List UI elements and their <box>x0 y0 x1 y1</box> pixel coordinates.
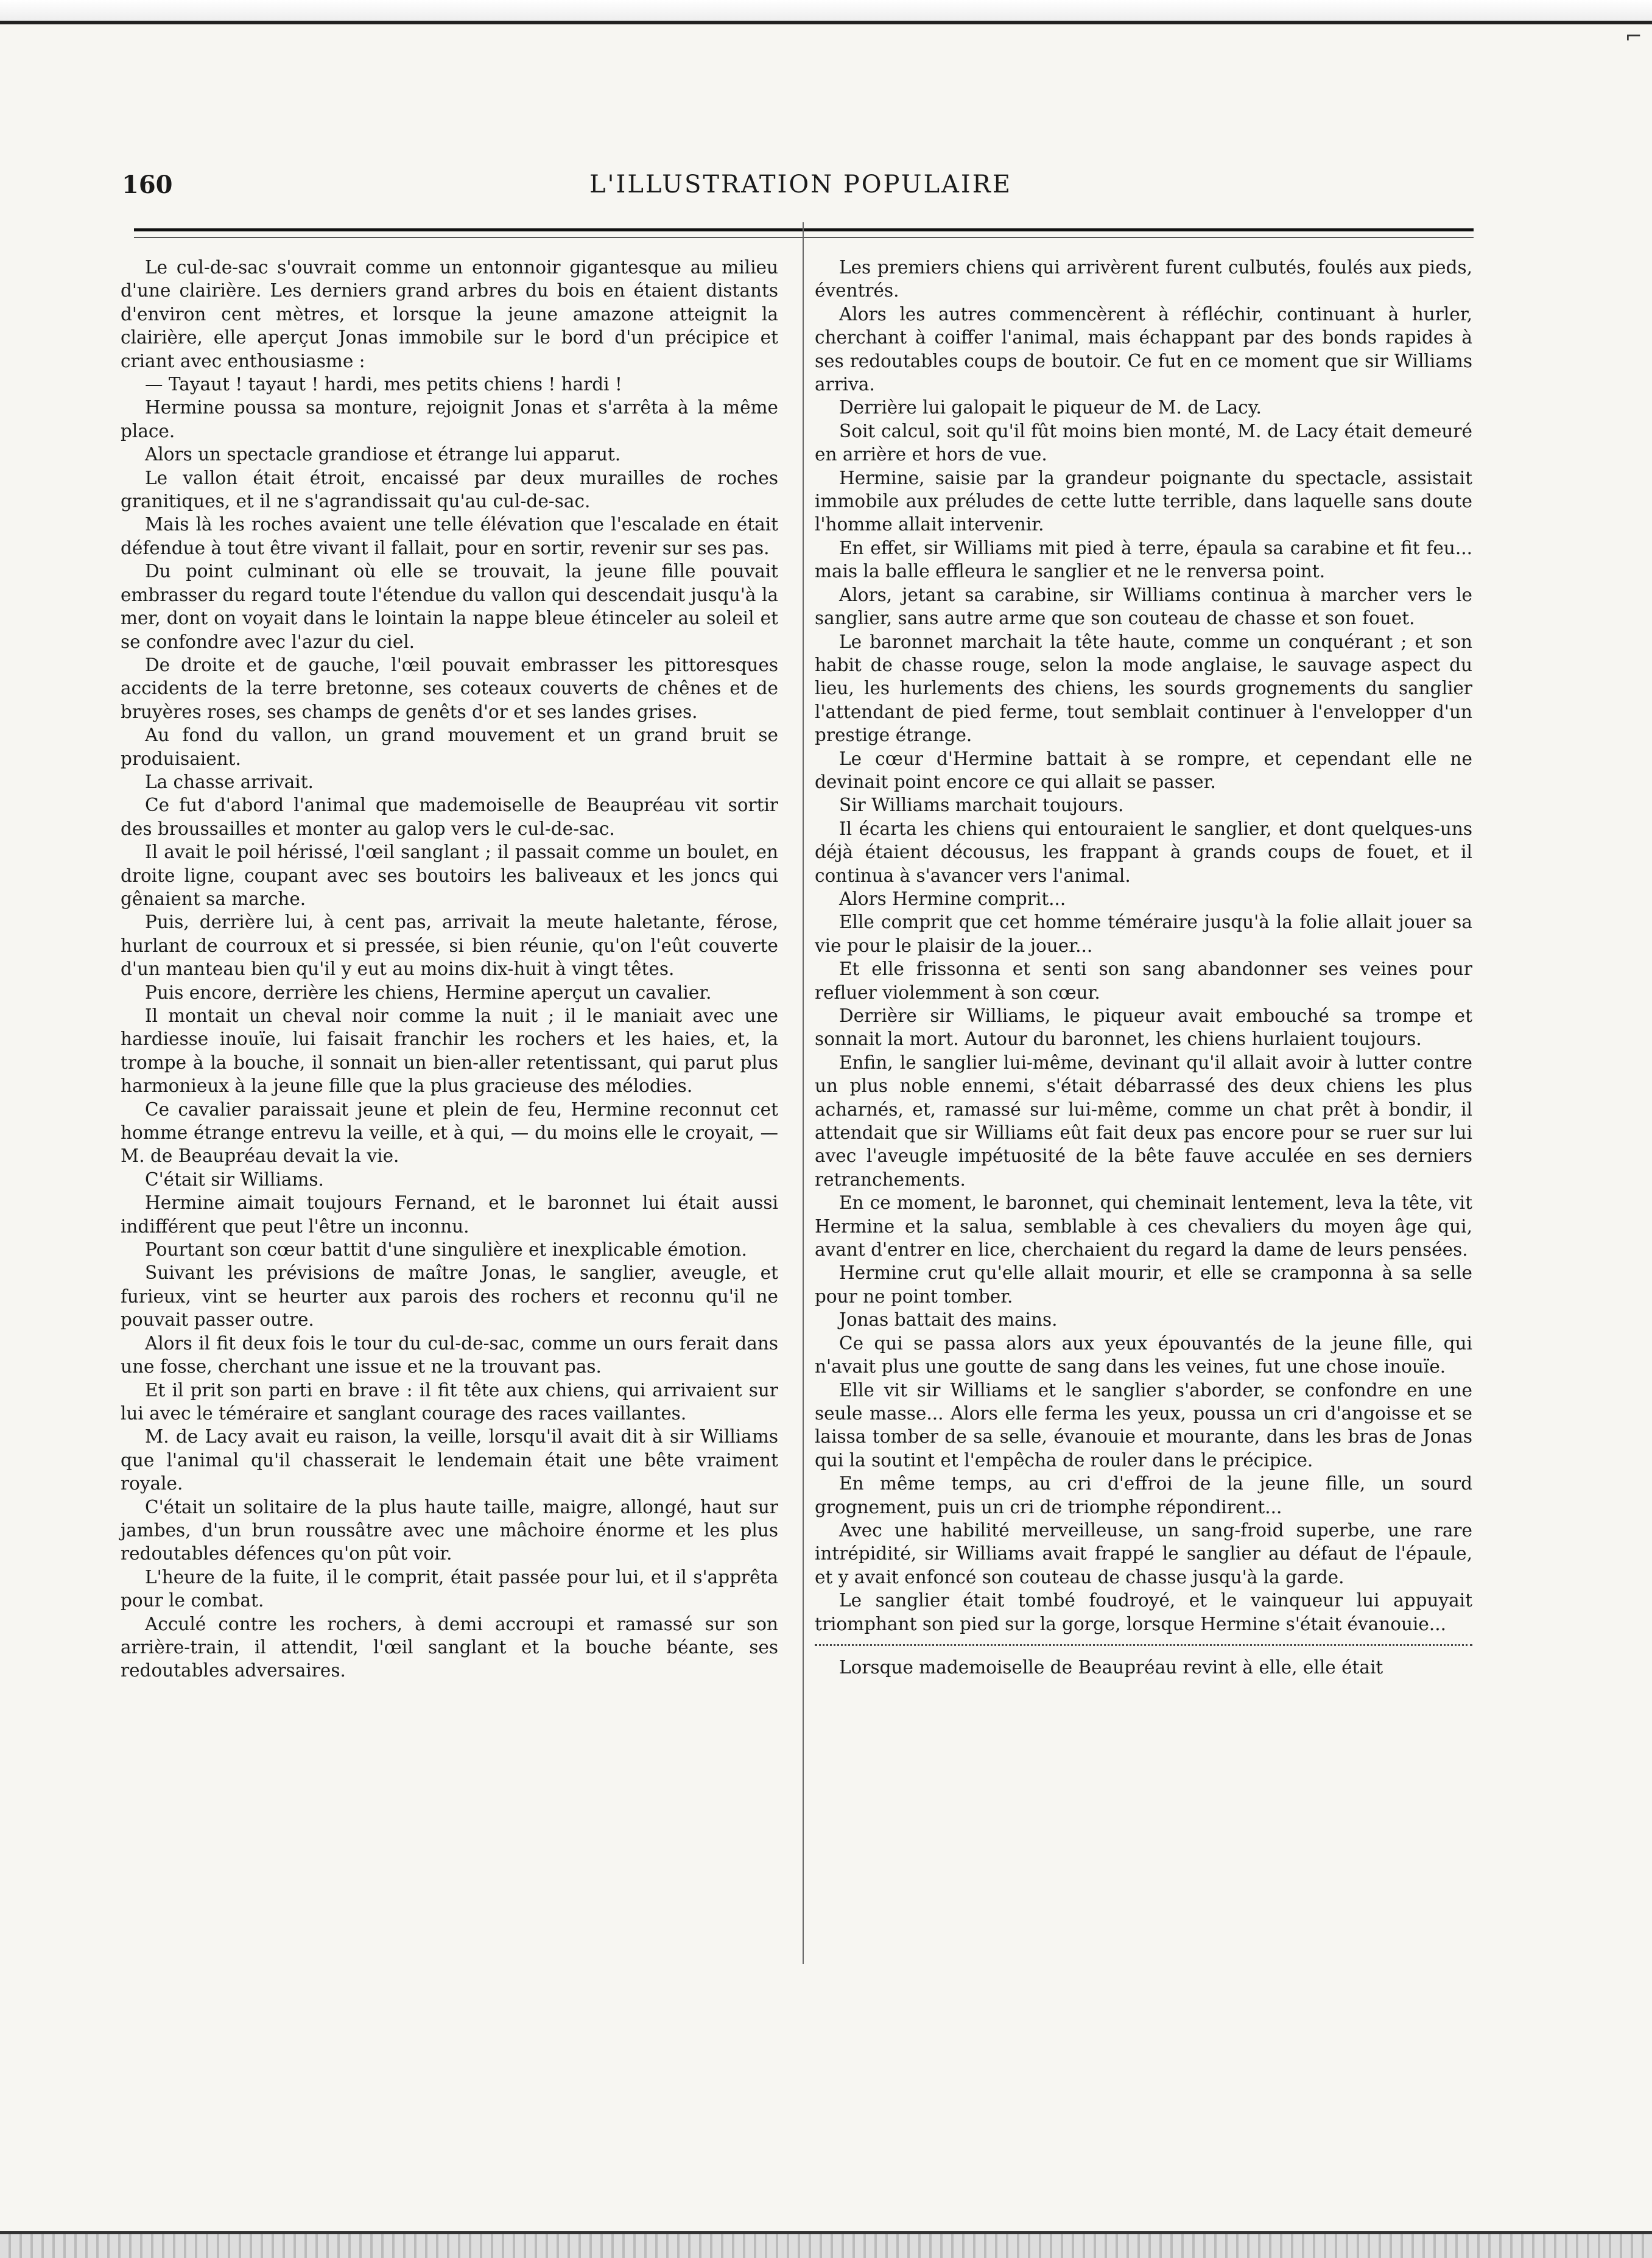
paragraph: Puis, derrière lui, à cent pas, arrivait la meute haletante, férose, hurlant de courroux et si pressée, si bien réunie, qu'on l'eût couverte d'un manteau bien qu'il y eut au moins dix-huit à vingt têtes. <box>121 912 778 980</box>
column-divider <box>803 222 804 1964</box>
paragraph: Jonas battait des mains. <box>839 1309 1058 1331</box>
paragraph: Sir Williams marchait toujours. <box>839 795 1124 816</box>
paragraph: Du point culminant où elle se trouvait, la jeune fille pouvait embrasser du regard toute l'étendue du vallon qui descendait jusqu'à la mer, dont on voyait dans le lointain la nappe bleue étinceler au soleil et se confondre avec l'azur du ciel. <box>121 561 778 652</box>
paragraph: Hermine poussa sa monture, rejoignit Jonas et s'arrêta à la même place. <box>121 397 778 441</box>
paragraph: Les premiers chiens qui arrivèrent furent culbutés, foulés aux pieds, éventrés. <box>815 257 1472 301</box>
paragraph: Alors, jetant sa carabine, sir Williams continua à marcher vers le sanglier, sans autre arme que son couteau de chasse et son fouet. <box>815 584 1472 629</box>
paragraph: Suivant les prévisions de maître Jonas, le sanglier, aveugle, et furieux, vint se heurter aux parois des rochers et reconnu qu'il ne pouvait passer outre. <box>121 1262 778 1331</box>
paragraph: Et elle frissonna et senti son sang abandonner ses veines pour refluer violemment à son cœur. <box>815 958 1472 1003</box>
header-rule <box>134 228 1474 231</box>
paragraph: Alors Hermine comprit... <box>839 888 1066 909</box>
paragraph: Mais là les roches avaient une telle élévation que l'escalade en était défendue à tout être vivant il fallait, pour en sortir, revenir sur ses pas. <box>121 514 778 558</box>
paragraph: Derrière lui galopait le piqueur de M. de Lacy. <box>839 397 1262 418</box>
paragraph: En ce moment, le baronnet, qui cheminait lentement, leva la tête, vit Hermine et la salua, semblable à ces chevaliers du moyen âge qui, avant d'entrer en lice, cherchaient du regard la dame de leurs pensées. <box>815 1192 1472 1261</box>
paragraph: En même temps, au cri d'effroi de la jeune fille, un sourd grognement, puis un cri de triomphe répondirent... <box>815 1473 1472 1518</box>
paragraph: Ce qui se passa alors aux yeux épouvantés de la jeune fille, qui n'avait plus une goutte de sang dans les veines, fut une chose inouïe. <box>815 1332 1472 1377</box>
paragraph: Ce fut d'abord l'animal que mademoiselle de Beaupréau vit sortir des broussailles et monter au galop vers le cul-de-sac. <box>121 795 778 839</box>
top-scan-border <box>0 0 1652 24</box>
paragraph: L'heure de la fuite, il le comprit, était passée pour lui, et il s'apprêta pour le combat. <box>121 1566 778 1611</box>
page-number: 160 <box>122 171 173 199</box>
paragraph: Et il prit son parti en brave : il fit tête aux chiens, qui arrivaient sur lui avec le téméraire et sanglant courage des races vaillantes. <box>121 1379 778 1424</box>
paragraph: Le sanglier était tombé foudroyé, et le vainqueur lui appuyait triomphant son pied sur la gorge, lorsque Hermine s'était évanouie... <box>815 1590 1472 1634</box>
paragraph: Pourtant son cœur battit d'une singulière et inexplicable émotion. <box>145 1239 747 1261</box>
paragraph: M. de Lacy avait eu raison, la veille, lorsqu'il avait dit à sir Williams que l'animal qu'il chasserait le lendemain était une bête vraiment royale. <box>121 1426 778 1494</box>
paragraph: Ce cavalier paraissait jeune et plein de feu, Hermine reconnut cet homme étrange entrevu la veille, et à qui, — du moins elle le croyait, — M. de Beaupréau devait la vie. <box>121 1099 778 1167</box>
paragraph: La chasse arrivait. <box>145 771 314 792</box>
paragraph: Au fond du vallon, un grand mouvement et un grand bruit se produisaient. <box>121 725 778 769</box>
page-header <box>122 171 1480 207</box>
corner-mark-icon: ⌐ <box>1625 24 1642 49</box>
section-break <box>815 1644 1472 1646</box>
paragraph: C'était sir Williams. <box>145 1169 324 1190</box>
right-column-body <box>815 256 1472 1636</box>
paragraph: Le vallon était étroit, encaissé par deux murailles de roches granitiques, et il ne s'agrandissait qu'au cul-de-sac. <box>121 467 778 512</box>
paragraph: En effet, sir Williams mit pied à terre, épaula sa carabine et fit feu... mais la balle effleura le sanglier et ne le renversa point. <box>815 537 1472 582</box>
paragraph: Hermine crut qu'elle allait mourir, et elle se cramponna à sa selle pour ne point tomber. <box>815 1262 1472 1307</box>
paragraph: Elle comprit que cet homme téméraire jusqu'à la folie allait jouer sa vie pour le plaisir de la jouer... <box>815 912 1472 956</box>
paragraph: Enfin, le sanglier lui-même, devinant qu'il allait avoir à lutter contre un plus noble ennemi, s'était débarrassé des deux chiens les plus acharnés, et, ramassé sur lui-même, comme un chat prêt à bondir, il attendait que sir Williams eût fait deux pas encore pour se ruer sur lui avec l'aveugle impétuosité de la bête fauve acculée en ses derniers retranchements. <box>815 1052 1472 1190</box>
paragraph: Il écarta les chiens qui entouraient le sanglier, et dont quelques-uns déjà étaient décousus, les frappant à grands coups de fouet, et il continua à s'avancer vers l'animal. <box>815 818 1472 886</box>
paragraph: Alors un spectacle grandiose et étrange lui apparut. <box>145 444 621 465</box>
paragraph: Acculé contre les rochers, à demi accroupi et ramassé sur son arrière-train, il attendit, l'œil sanglant et la bouche béante, ses redoutables adversaires. <box>121 1613 778 1681</box>
paragraph: Avec une habilité merveilleuse, un sang-froid superbe, une rare intrépidité, sir Williams avait frappé le sanglier au défaut de l'épaule, et y avait enfoncé son couteau de chasse jusqu'à la garde. <box>815 1519 1472 1588</box>
paragraph: Hermine aimait toujours Fernand, et le baronnet lui était aussi indifférent que peut l'être un inconnu. <box>121 1192 778 1237</box>
paragraph: De droite et de gauche, l'œil pouvait embrasser les pittoresques accidents de la terre bretonne, ses coteaux couverts de chênes et de bruyères roses, ses champs de genêts d'or et ses landes grises. <box>121 654 778 722</box>
bottom-scan-border <box>0 2231 1652 2258</box>
paragraph: Puis encore, derrière les chiens, Hermine aperçut un cavalier. <box>145 982 712 1003</box>
paragraph: Le baronnet marchait la tête haute, comme un conquérant ; et son habit de chasse rouge, selon la mode anglaise, le sauvage aspect du lieu, les hurlements des chiens, les sourds grognements du sanglier l'attendant de pied ferme, tout semblait continuer à l'envelopper d'un prestige étrange. <box>815 631 1472 746</box>
paragraph: Alors les autres commencèrent à réfléchir, continuant à hurler, cherchant à coiffer l'animal, mais échappant par des bonds rapides à ses redoutables coups de boutoir. Ce fut en ce moment que sir Williams arriva. <box>815 303 1472 395</box>
running-title: L'ILLUSTRATION POPULAIRE <box>589 171 1013 199</box>
paragraph: Lorsque mademoiselle de Beaupréau revint à elle, elle était <box>839 1656 1383 1678</box>
paragraph: Il avait le poil hérissé, l'œil sanglant ; il passait comme un boulet, en droite ligne, coupant avec ses boutoirs les baliveaux et les joncs qui gênaient sa marche. <box>121 842 778 909</box>
paragraph: Le cul-de-sac s'ouvrait comme un entonnoir gigantesque au milieu d'une clairière. Les derniers grand arbres du bois en étaient distants d'environ cent mètres, et lorsque la jeune amazone atteignit la clairière, elle aperçut Jonas immobile sur le bord d'un précipice et criant avec enthousiasme : <box>121 257 778 371</box>
paragraph: Le cœur d'Hermine battait à se rompre, et cependant elle ne devinait point encore ce qui allait se passer. <box>815 748 1472 792</box>
paragraph: Derrière sir Williams, le piqueur avait embouché sa trompe et sonnait la mort. Autour du baronnet, les chiens hurlaient toujours. <box>815 1005 1472 1050</box>
paragraph: Alors il fit deux fois le tour du cul-de-sac, comme un ours ferait dans une fosse, cherchant une issue et ne la trouvant pas. <box>121 1332 778 1377</box>
paragraph: Elle vit sir Williams et le sanglier s'aborder, se confondre en une seule masse... Alors elle ferma les yeux, poussa un cri d'angoisse et se laissa tomber de sa selle, évanouie et mourante, dans les bras de Jonas qui la soutint et l'empêcha de rouler dans le précipice. <box>815 1379 1472 1471</box>
paragraph: Soit calcul, soit qu'il fût moins bien monté, M. de Lacy était demeuré en arrière et hors de vue. <box>815 420 1472 465</box>
left-column <box>121 256 778 1683</box>
header-rule-thin <box>134 237 1474 238</box>
paragraph: — Tayaut ! tayaut ! hardi, mes petits chiens ! hardi ! <box>145 374 622 395</box>
paragraph: C'était un solitaire de la plus haute taille, maigre, allongé, haut sur jambes, d'un brun roussâtre avec une mâchoire énorme et les plus redoutables défences qu'on pût voir. <box>121 1496 778 1564</box>
paragraph: Hermine, saisie par la grandeur poignante du spectacle, assistait immobile aux préludes de cette lutte terrible, dans laquelle sans doute l'homme allait intervenir. <box>815 467 1472 535</box>
right-column-continuation <box>815 1656 1472 1679</box>
right-column <box>815 256 1472 1679</box>
paragraph: Il montait un cheval noir comme la nuit ; il le maniait avec une hardiesse inouïe, lui faisait franchir les rochers et les haies, et, la trompe à la bouche, il sonnait un bien-aller retentissant, qui parut plus harmonieux à la jeune fille que la plus gracieuse des mélodies. <box>121 1005 778 1097</box>
